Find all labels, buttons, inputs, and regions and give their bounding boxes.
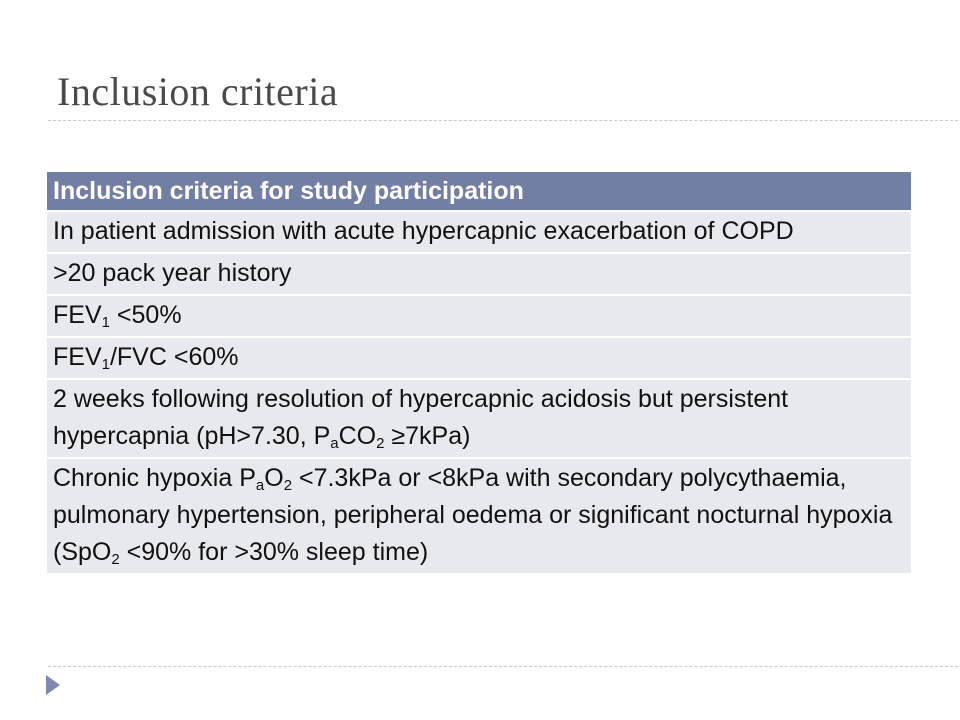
table-row <box>47 296 911 338</box>
footer-divider <box>48 666 960 667</box>
title-divider <box>48 120 960 121</box>
table-row <box>47 459 911 575</box>
inclusion-criteria-table <box>47 172 911 575</box>
criterion-fev1-fvc: $FEV_1$/FVC <60% <box>47 338 911 380</box>
criterion-pack-years: >20 pack year history <box>47 254 911 296</box>
triangle-right-icon <box>46 675 60 695</box>
table-row <box>47 254 911 296</box>
table-header-row <box>47 172 911 212</box>
criterion-hypoxia: Chronic hypoxia $P_aO_2 <7.3kPa$ or <8kPa with secondary polycythaemia, pulmonary hypertension, peripheral oedema or significant nocturnal hypoxia (SpO$_2$ <90% for >30% sleep time) <box>47 459 911 575</box>
table-row <box>47 380 911 459</box>
criterion-two-weeks: 2 weeks following resolution of hypercapnic acidosis but persistent hypercapnia (pH>7.30, $P_aCO_2 \ge 7kPa$) <box>47 380 911 459</box>
slide-title: Inclusion criteria <box>57 69 339 114</box>
table-row <box>47 212 911 254</box>
criterion-admission: In patient admission with acute hypercapnic exacerbation of COPD <box>47 212 911 254</box>
criterion-fev1: $FEV_1 <50\%$ <box>47 296 911 338</box>
table-header: Inclusion criteria for study participation <box>47 172 911 212</box>
table-row <box>47 338 911 380</box>
